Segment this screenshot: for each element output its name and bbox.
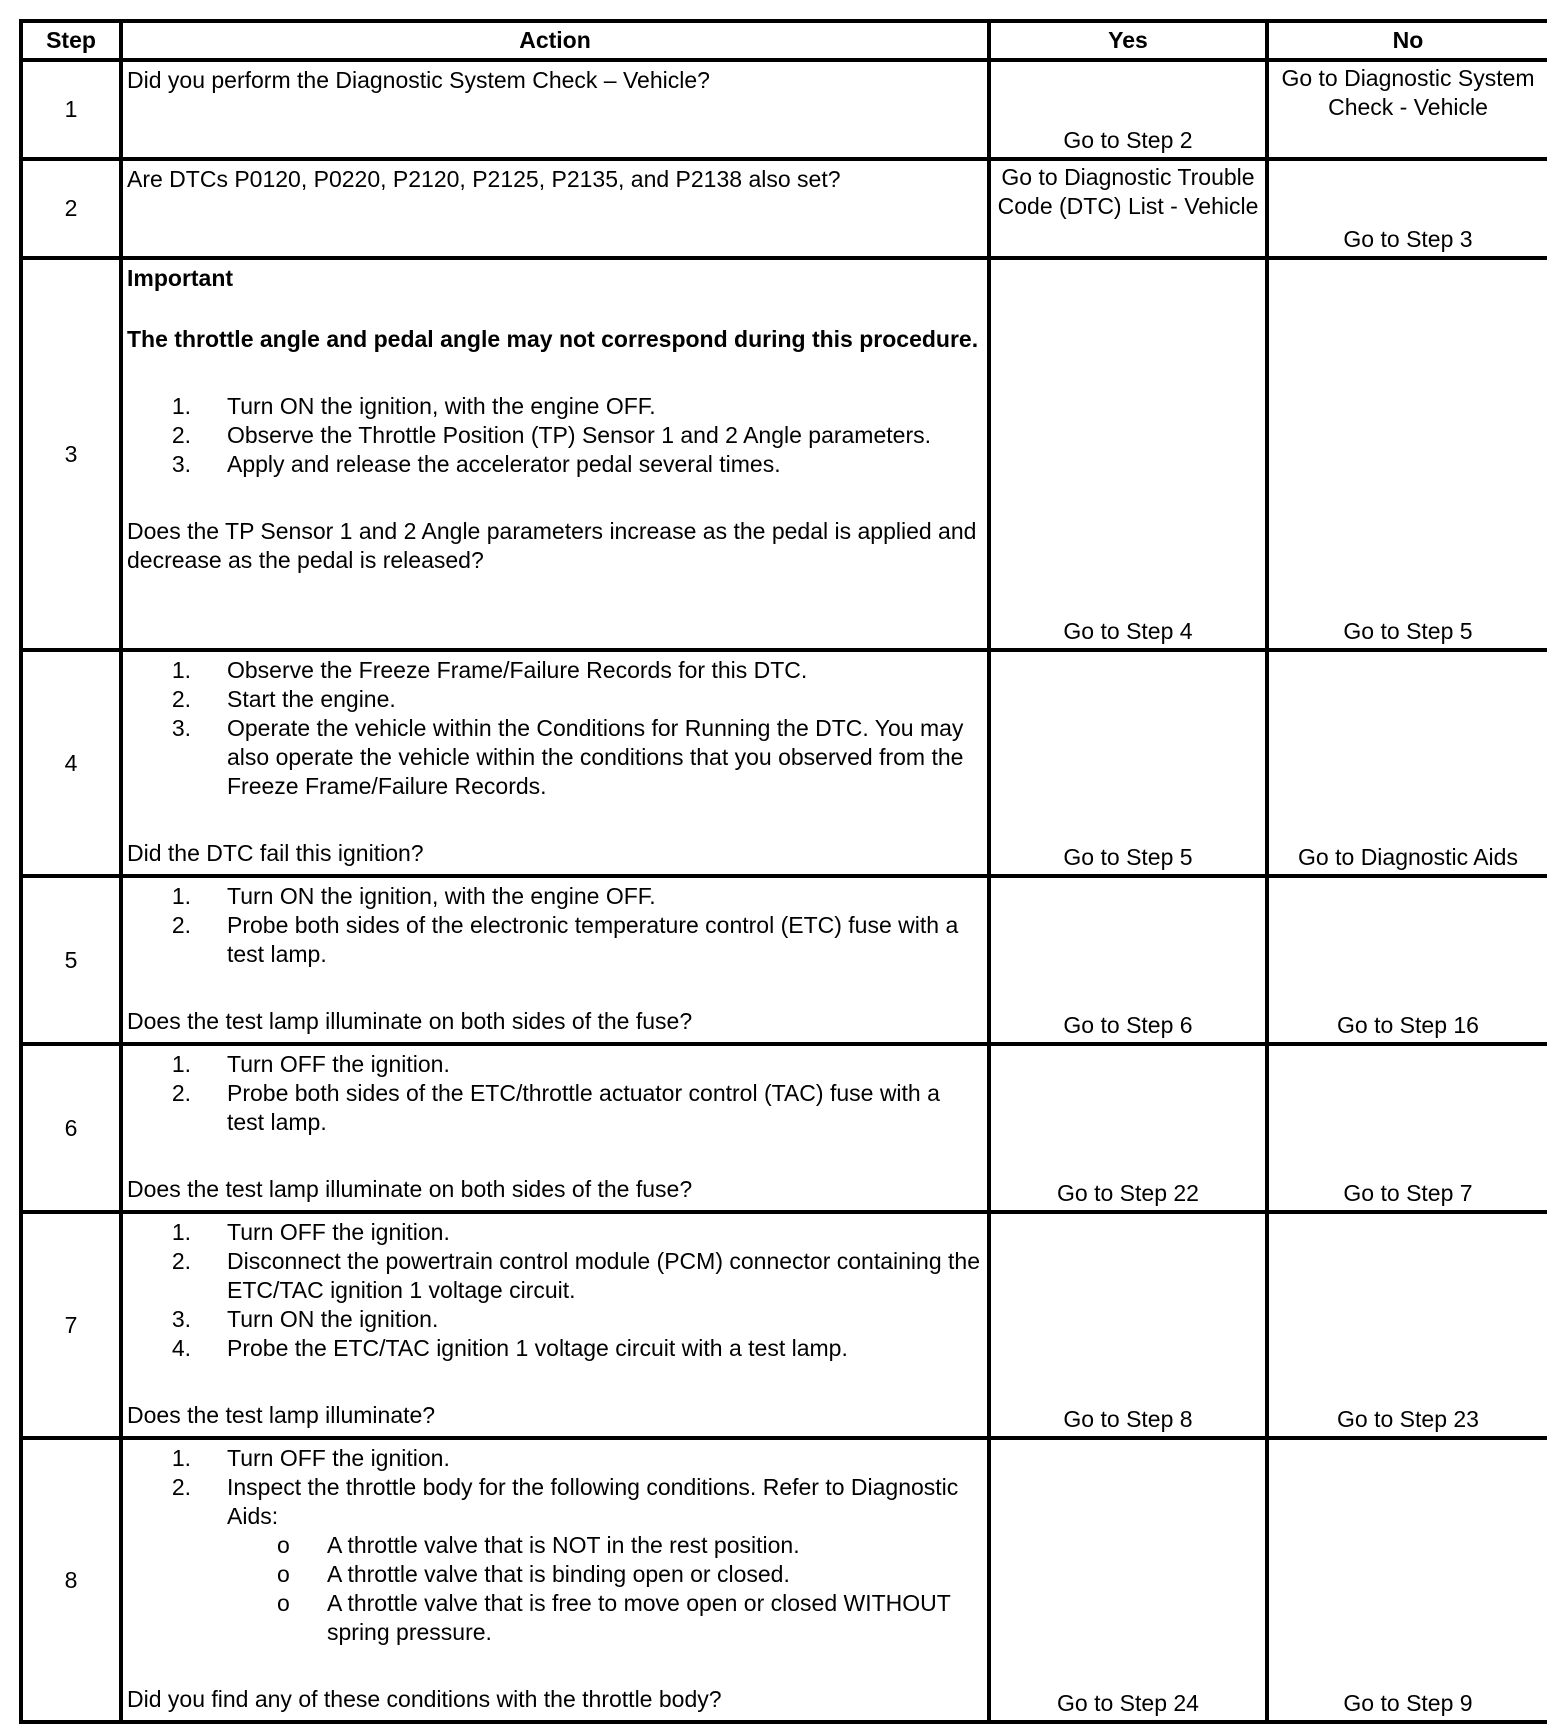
list-text: Observe the Freeze Frame/Failure Records for this DTC. xyxy=(227,657,808,683)
header-row xyxy=(21,21,1547,60)
action-cell xyxy=(121,876,989,1044)
list-number: 1. xyxy=(171,657,191,683)
step-number: 3 xyxy=(21,258,121,650)
list-number: 2. xyxy=(171,1080,191,1106)
no-cell: Go to Diagnostic System Check - Vehicle xyxy=(1267,60,1547,159)
action-cell xyxy=(121,1044,989,1212)
step-number: 8 xyxy=(21,1438,121,1722)
no-cell: Go to Step 9 xyxy=(1267,1438,1547,1722)
important-note: The throttle angle and pedal angle may not correspond during this procedure. xyxy=(127,326,979,352)
list-text: A throttle valve that is free to move open or closed WITHOUT spring pressure. xyxy=(327,1590,951,1645)
list-item xyxy=(127,1531,983,1560)
step-number: 2 xyxy=(21,159,121,258)
question-text: Does the test lamp illuminate on both sides of the fuse? xyxy=(127,1176,693,1202)
list-text: Probe the ETC/TAC ignition 1 voltage circuit with a test lamp. xyxy=(227,1335,848,1361)
diagnostic-table xyxy=(19,19,1547,1724)
procedure-list xyxy=(127,882,983,969)
list-number: 3. xyxy=(171,451,191,477)
list-number: 3. xyxy=(171,715,191,741)
step-number: 4 xyxy=(21,650,121,876)
condition-list xyxy=(127,1531,983,1647)
yes-cell: Go to Step 4 xyxy=(989,258,1267,650)
list-item xyxy=(127,685,983,714)
procedure-list xyxy=(127,392,983,479)
bullet-glyph: o xyxy=(277,1561,290,1587)
header-no: No xyxy=(1267,21,1547,60)
list-item xyxy=(127,1589,983,1647)
list-text: Disconnect the powertrain control module (PCM) connector containing the ETC/TAC ignition 1 voltage circuit. xyxy=(227,1248,980,1303)
step-number: 1 xyxy=(21,60,121,159)
list-text: Turn ON the ignition, with the engine OFF. xyxy=(227,883,656,909)
list-item xyxy=(127,656,983,685)
list-text: Inspect the throttle body for the following conditions. Refer to Diagnostic Aids: xyxy=(227,1474,959,1529)
list-number: 4. xyxy=(171,1335,191,1361)
yes-cell: Go to Step 2 xyxy=(989,60,1267,159)
list-item xyxy=(127,882,983,911)
header-action: Action xyxy=(121,21,989,60)
procedure-list xyxy=(127,1444,983,1531)
table-row xyxy=(21,650,1547,876)
table-row xyxy=(21,1438,1547,1722)
list-item xyxy=(127,1444,983,1473)
list-text: A throttle valve that is NOT in the rest position. xyxy=(327,1532,800,1558)
list-number: 2. xyxy=(171,422,191,448)
list-text: Apply and release the accelerator pedal several times. xyxy=(227,451,781,477)
list-text: Turn OFF the ignition. xyxy=(227,1051,450,1077)
list-number: 1. xyxy=(171,1219,191,1245)
list-number: 3. xyxy=(171,1306,191,1332)
table-row xyxy=(21,1212,1547,1438)
list-item xyxy=(127,1560,983,1589)
table-row xyxy=(21,876,1547,1044)
list-number: 2. xyxy=(171,686,191,712)
yes-cell: Go to Step 24 xyxy=(989,1438,1267,1722)
list-text: Turn OFF the ignition. xyxy=(227,1445,450,1471)
list-item xyxy=(127,392,983,421)
list-number: 1. xyxy=(171,1051,191,1077)
table-row xyxy=(21,1044,1547,1212)
list-item xyxy=(127,1050,983,1079)
list-text: Operate the vehicle within the Conditions for Running the DTC. You may also operate the vehicle within the conditions that you observed from the Freeze Frame/Failure Records. xyxy=(227,715,964,799)
step-number: 7 xyxy=(21,1212,121,1438)
question-text: Did you find any of these conditions with the throttle body? xyxy=(127,1686,722,1712)
list-item xyxy=(127,1247,983,1305)
action-cell xyxy=(121,258,989,650)
question-text: Does the test lamp illuminate? xyxy=(127,1402,436,1428)
action-cell xyxy=(121,1438,989,1722)
no-cell: Go to Step 16 xyxy=(1267,876,1547,1044)
list-item xyxy=(127,714,983,801)
no-cell: Go to Step 3 xyxy=(1267,159,1547,258)
no-cell: Go to Step 7 xyxy=(1267,1044,1547,1212)
header-yes: Yes xyxy=(989,21,1267,60)
list-item xyxy=(127,450,983,479)
step-number: 6 xyxy=(21,1044,121,1212)
step-number: 5 xyxy=(21,876,121,1044)
no-cell: Go to Diagnostic Aids xyxy=(1267,650,1547,876)
action-cell xyxy=(121,650,989,876)
list-number: 1. xyxy=(171,393,191,419)
header-step: Step xyxy=(21,21,121,60)
list-number: 1. xyxy=(171,1445,191,1471)
list-item xyxy=(127,911,983,969)
no-cell: Go to Step 23 xyxy=(1267,1212,1547,1438)
action-cell xyxy=(121,60,989,159)
list-number: 2. xyxy=(171,1248,191,1274)
list-item xyxy=(127,1079,983,1137)
list-item xyxy=(127,421,983,450)
no-cell: Go to Step 5 xyxy=(1267,258,1547,650)
list-item xyxy=(127,1305,983,1334)
list-text: Probe both sides of the ETC/throttle actuator control (TAC) fuse with a test lamp. xyxy=(227,1080,940,1135)
list-text: Turn ON the ignition. xyxy=(227,1306,439,1332)
question-text: Did you perform the Diagnostic System Check – Vehicle? xyxy=(127,67,710,93)
action-cell xyxy=(121,1212,989,1438)
list-item xyxy=(127,1334,983,1363)
list-text: Turn ON the ignition, with the engine OFF. xyxy=(227,393,656,419)
table-row xyxy=(21,60,1547,159)
important-heading: Important xyxy=(127,265,234,291)
list-text: Probe both sides of the electronic temperature control (ETC) fuse with a test lamp. xyxy=(227,912,959,967)
list-text: A throttle valve that is binding open or closed. xyxy=(327,1561,790,1587)
bullet-glyph: o xyxy=(277,1532,290,1558)
procedure-list xyxy=(127,1218,983,1363)
list-item xyxy=(127,1218,983,1247)
list-number: 1. xyxy=(171,883,191,909)
yes-cell: Go to Step 5 xyxy=(989,650,1267,876)
question-text: Are DTCs P0120, P0220, P2120, P2125, P2135, and P2138 also set? xyxy=(127,166,841,192)
question-text: Does the test lamp illuminate on both sides of the fuse? xyxy=(127,1008,693,1034)
list-text: Observe the Throttle Position (TP) Sensor 1 and 2 Angle parameters. xyxy=(227,422,931,448)
action-cell xyxy=(121,159,989,258)
table-row xyxy=(21,258,1547,650)
list-number: 2. xyxy=(171,1474,191,1500)
procedure-list xyxy=(127,656,983,801)
bullet-glyph: o xyxy=(277,1590,290,1616)
procedure-list xyxy=(127,1050,983,1137)
yes-cell: Go to Step 8 xyxy=(989,1212,1267,1438)
diagnostic-table-sheet xyxy=(19,19,1547,1729)
yes-cell: Go to Step 6 xyxy=(989,876,1267,1044)
list-number: 2. xyxy=(171,912,191,938)
yes-cell: Go to Step 22 xyxy=(989,1044,1267,1212)
question-text: Did the DTC fail this ignition? xyxy=(127,840,424,866)
list-text: Start the engine. xyxy=(227,686,396,712)
question-text: Does the TP Sensor 1 and 2 Angle parameters increase as the pedal is applied and decrease as the pedal is released? xyxy=(127,518,977,573)
list-item xyxy=(127,1473,983,1531)
yes-cell: Go to Diagnostic Trouble Code (DTC) List - Vehicle xyxy=(989,159,1267,258)
list-text: Turn OFF the ignition. xyxy=(227,1219,450,1245)
table-row xyxy=(21,159,1547,258)
